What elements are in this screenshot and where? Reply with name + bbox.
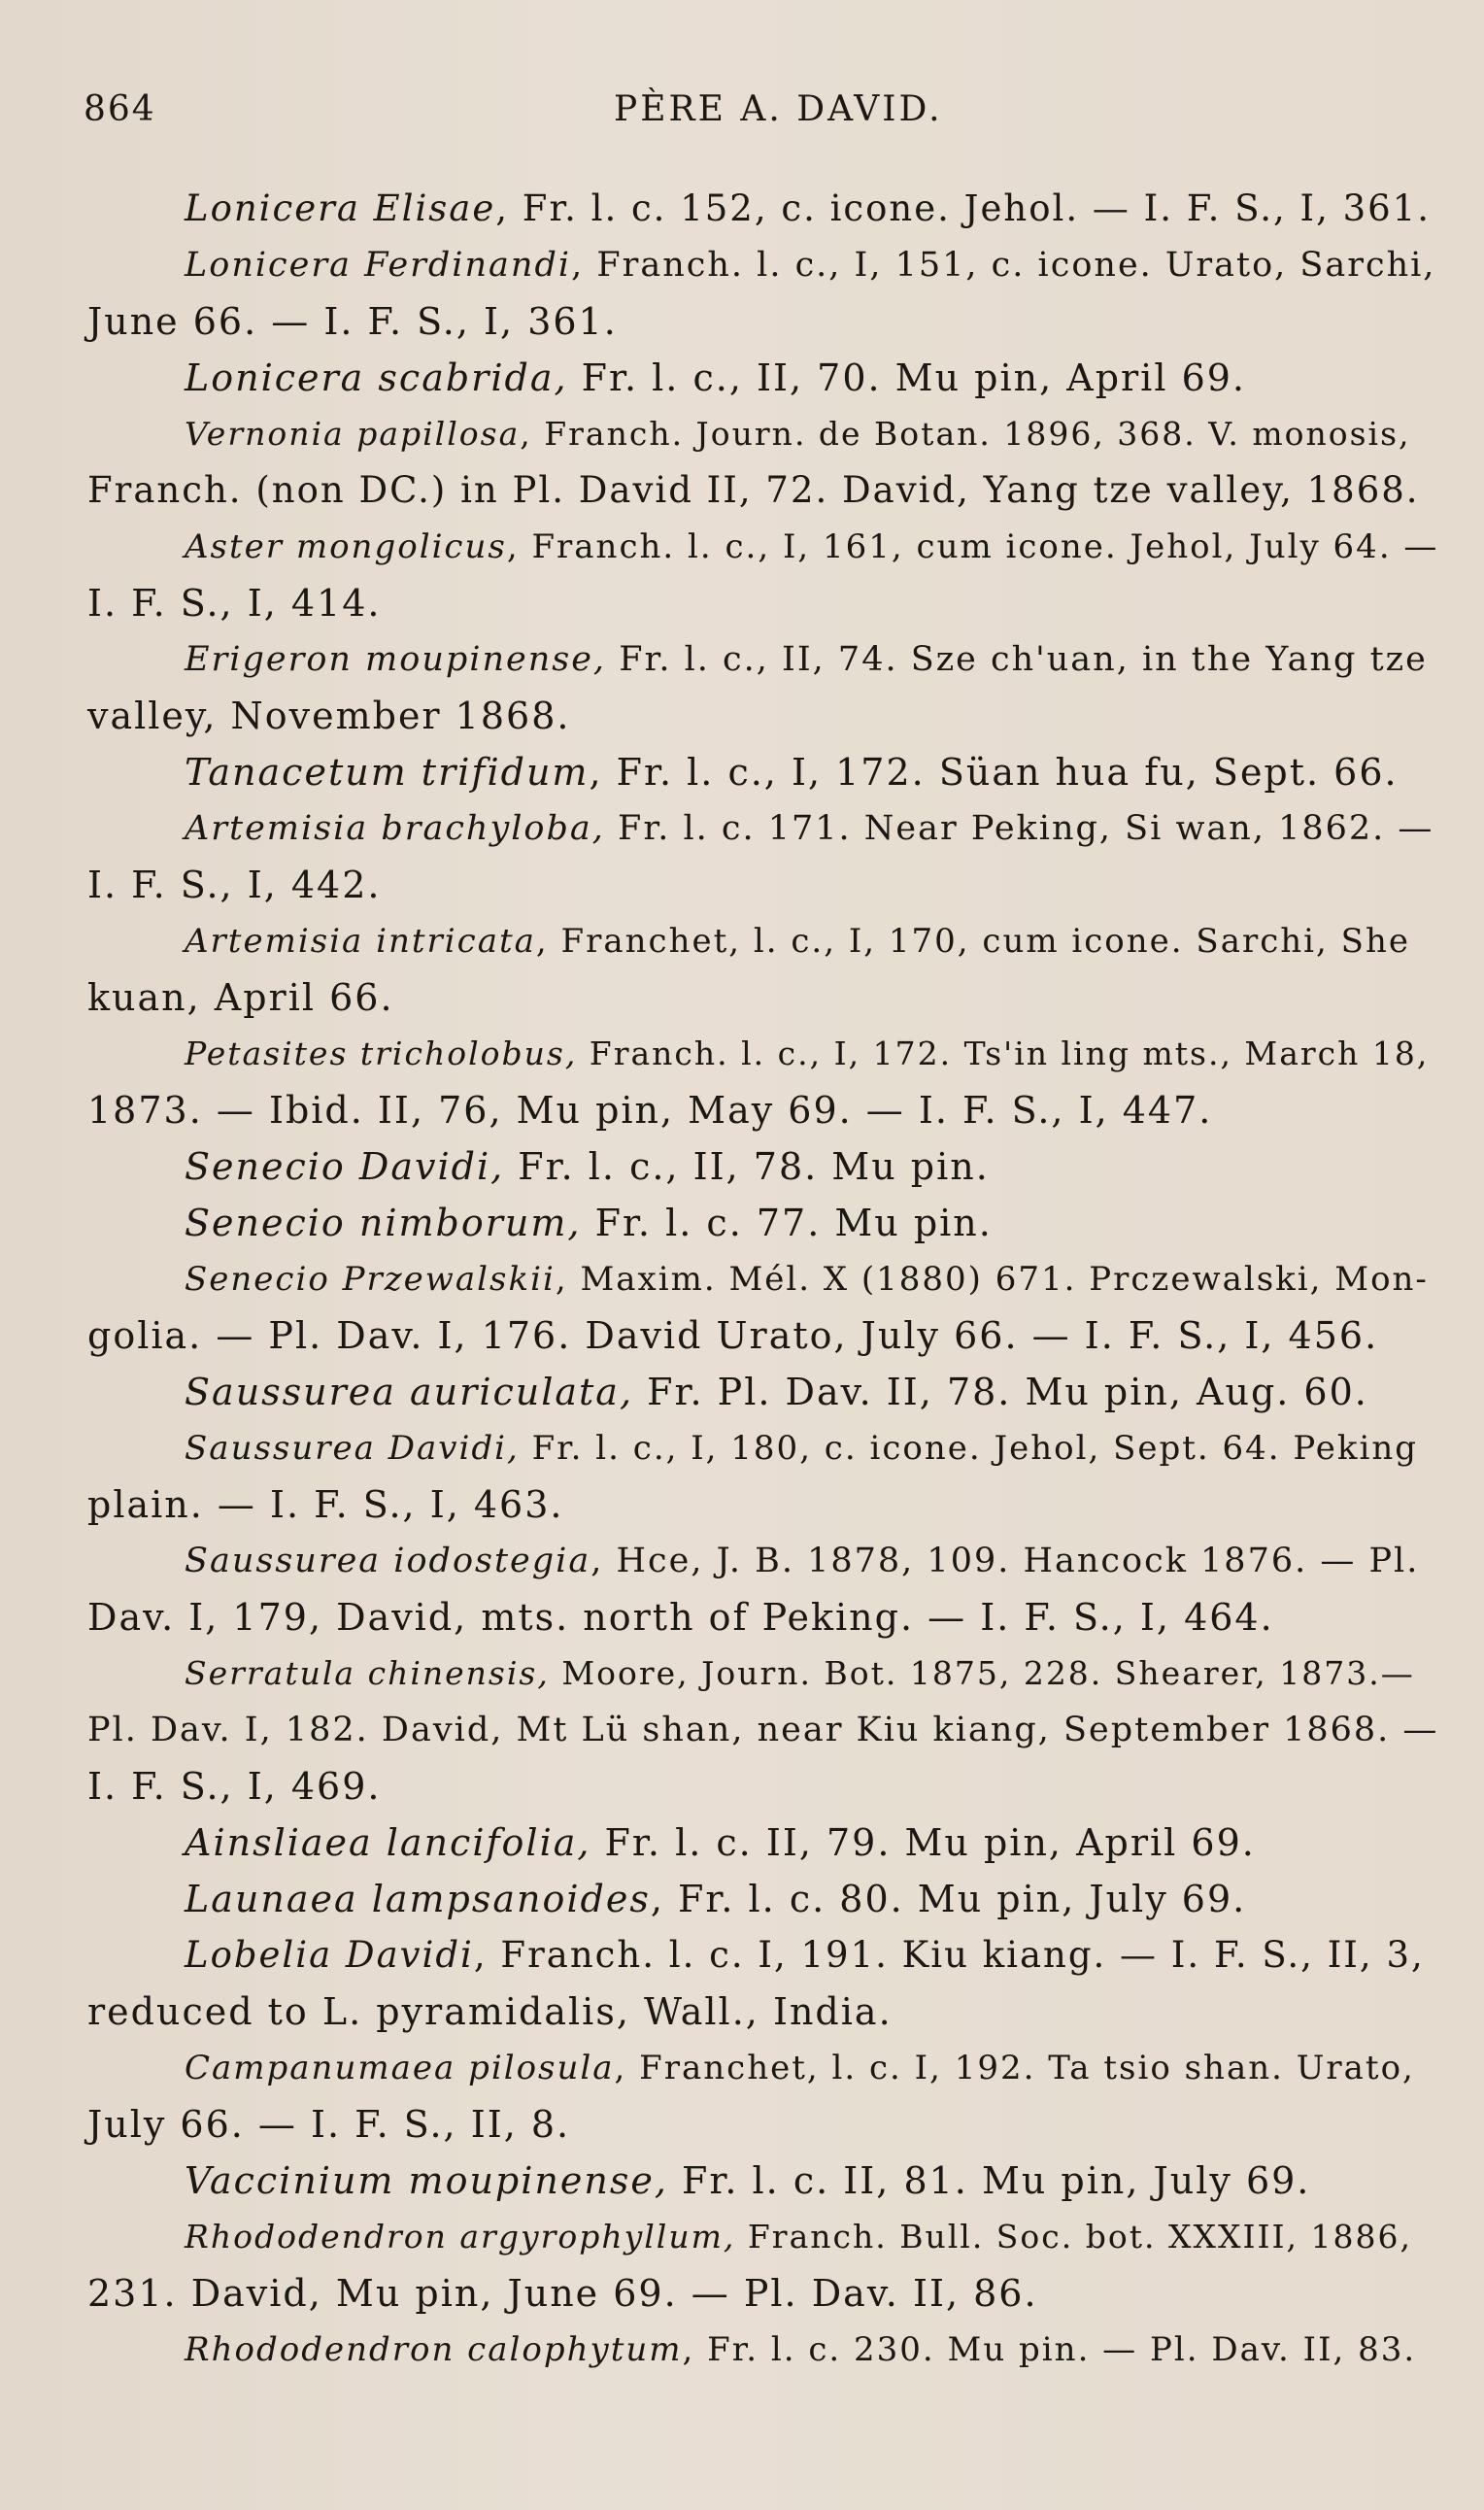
citation-text: Pl. Dav. I, 182. David, Mt Lü shan, near Kiu kiang, September 1868. — <box>87 1711 1439 1749</box>
entry-continuation-line <box>87 857 1441 913</box>
species-entry <box>87 1026 1441 1138</box>
entry-continuation-line <box>87 575 1441 631</box>
species-entry <box>87 1645 1441 1815</box>
citation-text: , Fr. l. c. 230. Mu pin. — Pl. Dav. II, 83. <box>682 2330 1417 2369</box>
citation-text: I. F. S., I, 469. <box>87 1765 382 1808</box>
species-name: Artemisia intricata <box>185 922 536 961</box>
species-name: Launaea lampsanoides <box>185 1878 651 1920</box>
entry-continuation-line <box>87 1476 1441 1533</box>
citation-text: , Franch. l. c., I, 151, c. icone. Urato, Sarchi, <box>571 246 1436 285</box>
species-name: Senecio Davidi, <box>185 1145 505 1188</box>
citation-text: I. F. S., I, 414. <box>87 582 382 625</box>
citation-text: I. F. S., I, 442. <box>87 864 382 906</box>
citation-text: reduced to L. pyramidalis, Wall., India. <box>87 1990 893 2033</box>
species-name: Petasites tricholobus, <box>185 1035 578 1072</box>
citation-text: golia. — Pl. Dav. I, 176. David Urato, July 66. — I. F. S., I, 456. <box>87 1314 1379 1357</box>
citation-text: , Fr. l. c. 152, c. icone. Jehol. — I. F. S., I, 361. <box>495 187 1432 229</box>
entry-first-line <box>87 181 1441 237</box>
species-entry <box>87 1420 1441 1533</box>
species-name: Senecio nimborum, <box>185 1202 582 1244</box>
citation-text: Dav. I, 179, David, mts. north of Peking. — I. F. S., I, 464. <box>87 1596 1274 1639</box>
species-entry <box>87 350 1441 406</box>
citation-text: Franch. Bull. Soc. bot. XXXIII, 1886, <box>735 2218 1413 2256</box>
citation-text: Franch. l. c., I, 172. Ts'in ling mts., March 18, <box>577 1035 1430 1072</box>
entry-continuation-line <box>87 462 1441 519</box>
species-entry <box>87 2040 1441 2153</box>
entry-continuation-line <box>87 1758 1441 1815</box>
species-name: Tanacetum trifidum <box>185 751 590 794</box>
citation-text: , Franchet, l. c. I, 192. Ta tsio shan. Urato, <box>614 2049 1415 2087</box>
species-name: Rhododendron argyrophyllum, <box>185 2218 736 2256</box>
citation-text: , Franch. l. c., I, 161, cum icone. Jehol, July 64. — <box>506 527 1439 566</box>
entry-first-line <box>87 2153 1441 2209</box>
citation-text: Franch. (non DC.) in Pl. David II, 72. David, Yang tze valley, 1868. <box>87 469 1420 511</box>
species-entry <box>87 631 1441 744</box>
entry-first-line <box>87 1026 1441 1082</box>
species-entry <box>87 1815 1441 1871</box>
entry-first-line <box>87 1645 1441 1702</box>
citation-text: Fr. l. c. 171. Near Peking, Si wan, 1862. — <box>604 809 1434 848</box>
entry-continuation-line <box>87 1984 1441 2040</box>
species-name: Artemisia brachyloba, <box>185 809 605 848</box>
species-entry <box>87 744 1441 800</box>
entry-first-line <box>87 1927 1441 1984</box>
citation-text: , Franch. l. c. I, 191. Kiu kiang. — I. F. S., II, 3, <box>473 1934 1425 1976</box>
page-header <box>84 89 1416 138</box>
entry-first-line <box>87 744 1441 800</box>
species-name: Vernonia papillosa <box>185 415 521 453</box>
entry-first-line <box>87 2209 1441 2265</box>
species-entry <box>87 1195 1441 1251</box>
species-entry <box>87 913 1441 1026</box>
citation-text: plain. — I. F. S., I, 463. <box>87 1483 564 1526</box>
species-name: Campanumaea pilosula <box>185 2049 615 2087</box>
entry-continuation-line <box>87 2096 1441 2153</box>
species-name: Vaccinium moupinense, <box>185 2159 668 2202</box>
entry-continuation-line <box>87 1307 1441 1364</box>
species-name: Senecio Przewalskii <box>185 1260 556 1299</box>
citation-text: Fr. l. c., II, 78. Mu pin. <box>504 1145 990 1188</box>
species-entry <box>87 406 1441 519</box>
species-name: Aster mongolicus <box>185 527 507 566</box>
entry-first-line <box>87 1364 1441 1420</box>
species-entry <box>87 519 1441 631</box>
species-name: Ainsliaea lancifolia, <box>185 1821 591 1864</box>
entry-first-line <box>87 1533 1441 1589</box>
entry-first-line <box>87 1138 1441 1195</box>
citation-text: 231. David, Mu pin, June 69. — Pl. Dav. II, 86. <box>87 2272 1038 2315</box>
entry-first-line <box>87 519 1441 575</box>
species-name: Serratula chinensis, <box>185 1654 550 1692</box>
species-name: Lonicera Ferdinandi <box>185 246 572 285</box>
citation-text: Fr. Pl. Dav. II, 78. Mu pin, Aug. 60. <box>633 1371 1368 1413</box>
entry-first-line <box>87 2040 1441 2096</box>
citation-text: Fr. l. c. II, 81. Mu pin, July 69. <box>667 2159 1311 2202</box>
entry-continuation-line <box>87 688 1441 744</box>
entry-continuation-line <box>87 2265 1441 2322</box>
entry-first-line <box>87 1815 1441 1871</box>
citation-text: Fr. l. c. 77. Mu pin. <box>581 1202 993 1244</box>
citation-text: Fr. l. c., I, 180, c. icone. Jehol, Sept. 64. Peking <box>519 1429 1419 1468</box>
species-entry <box>87 181 1441 237</box>
citation-text: Moore, Journ. Bot. 1875, 228. Shearer, 1873.— <box>549 1654 1415 1692</box>
entry-first-line <box>87 406 1441 462</box>
citation-text: Fr. l. c. II, 79. Mu pin, April 69. <box>590 1821 1256 1864</box>
running-title: PÈRE A. DAVID. <box>614 89 943 129</box>
species-entry <box>87 1138 1441 1195</box>
entry-continuation-line <box>87 969 1441 1026</box>
entry-first-line <box>87 631 1441 688</box>
citation-text: 1873. — Ibid. II, 76, Mu pin, May 69. — I. F. S., I, 447. <box>87 1089 1213 1132</box>
entry-continuation-line <box>87 1589 1441 1645</box>
species-name: Saussurea iodostegia <box>185 1542 591 1580</box>
page-number: 864 <box>84 89 156 129</box>
entry-first-line <box>87 2322 1441 2378</box>
citation-text: Fr. l. c., II, 70. Mu pin, April 69. <box>567 356 1247 399</box>
citation-text: kuan, April 66. <box>87 976 394 1019</box>
species-entry <box>87 800 1441 913</box>
species-list <box>87 181 1441 2378</box>
entry-first-line <box>87 1251 1441 1307</box>
species-entry <box>87 2322 1441 2378</box>
entry-continuation-line <box>87 1702 1441 1758</box>
species-name: Erigeron moupinense, <box>185 640 607 679</box>
citation-text: , Fr. l. c., I, 172. Süan hua fu, Sept. 66. <box>589 751 1399 794</box>
species-name: Lobelia Davidi <box>185 1934 474 1976</box>
citation-text: , Fr. l. c. 80. Mu pin, July 69. <box>650 1878 1247 1920</box>
species-entry <box>87 2209 1441 2322</box>
citation-text: valley, November 1868. <box>87 695 571 737</box>
species-entry <box>87 1927 1441 2040</box>
species-entry <box>87 1251 1441 1364</box>
citation-text: , Maxim. Mél. X (1880) 671. Prczewalski, Mon- <box>555 1260 1429 1299</box>
entry-first-line <box>87 1871 1441 1927</box>
entry-continuation-line <box>87 293 1441 350</box>
citation-text: Fr. l. c., II, 74. Sze ch'uan, in the Yang tze <box>606 640 1428 679</box>
citation-text: July 66. — I. F. S., II, 8. <box>87 2103 571 2146</box>
entry-first-line <box>87 237 1441 293</box>
citation-text: , Hce, J. B. 1878, 109. Hancock 1876. — Pl. <box>590 1542 1420 1580</box>
entry-first-line <box>87 800 1441 857</box>
species-name: Saussurea Davidi, <box>185 1429 520 1468</box>
entry-first-line <box>87 913 1441 969</box>
citation-text: , Franch. Journ. de Botan. 1896, 368. V. monosis, <box>520 415 1411 453</box>
entry-first-line <box>87 1420 1441 1476</box>
citation-text: June 66. — I. F. S., I, 361. <box>87 300 618 343</box>
species-entry <box>87 237 1441 350</box>
citation-text: , Franchet, l. c., I, 170, cum icone. Sarchi, She <box>535 922 1410 961</box>
entry-first-line <box>87 1195 1441 1251</box>
species-name: Lonicera Elisae <box>185 187 496 229</box>
species-entry <box>87 1871 1441 1927</box>
species-name: Saussurea auriculata, <box>185 1371 634 1413</box>
species-name: Rhododendron calophytum <box>185 2330 683 2369</box>
species-name: Lonicera scabrida, <box>185 356 568 399</box>
species-entry <box>87 1364 1441 1420</box>
entry-first-line <box>87 350 1441 406</box>
entry-continuation-line <box>87 1082 1441 1138</box>
species-entry <box>87 2153 1441 2209</box>
species-entry <box>87 1533 1441 1645</box>
